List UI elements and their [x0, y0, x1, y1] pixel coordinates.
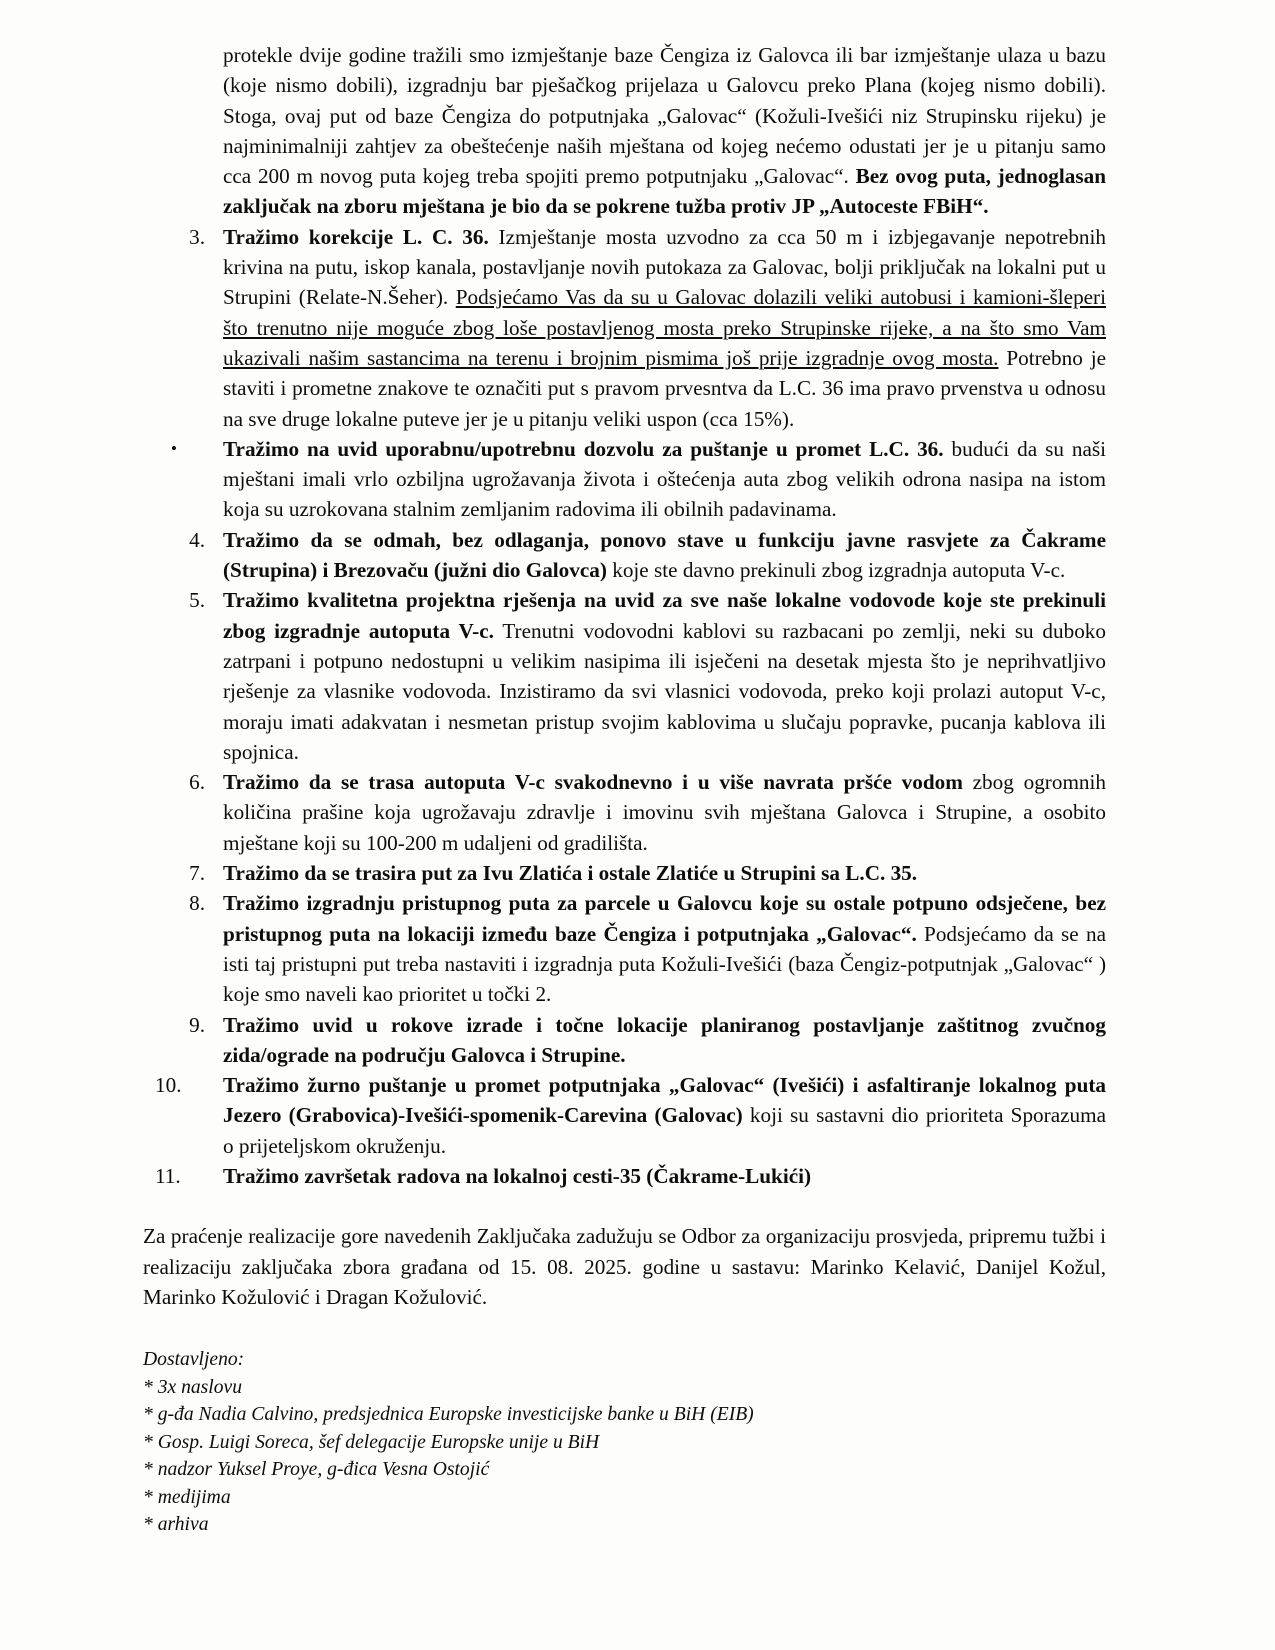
- item-text: [223, 525, 1106, 586]
- lead-paragraph: [223, 40, 1106, 222]
- text-segment: Tražimo da se trasira put za Ivu Zlatića i ostale Zlatiće u Strupini sa L.C. 35.: [223, 861, 918, 886]
- text-segment: koji su sastavni dio prioriteta Sporazuma o prijeteljskom okruženju.: [223, 1103, 1106, 1158]
- list-item-numbered: [143, 525, 1106, 586]
- text-segment: Potrebno je staviti i prometne znakove te označiti put s pravom prvesntva da L.C. 36 ima pravo prvenstva u odnosu na sve druge lokalne puteve jer je u pitanju veliki uspon (cca 15%).: [223, 345, 1107, 431]
- item-text: [223, 585, 1106, 767]
- text-segment: Tražimo na uvid uporabnu/upotrebnu dozvolu za puštanje u promet L.C. 36.: [223, 436, 944, 461]
- list-item-numbered: [143, 585, 1106, 767]
- distribution-entry: * 3x naslovu: [143, 1376, 243, 1398]
- item-text: [223, 1010, 1106, 1071]
- text-segment: Bez ovog puta, jednoglasan zaključak na zboru mještana je bio da se pokrene tužba protiv JP „Autoceste FBiH“.: [223, 164, 1106, 219]
- item-number: 9.: [189, 1012, 205, 1037]
- item-number: 3.: [189, 224, 205, 249]
- list-item-numbered: [143, 1070, 1106, 1161]
- text-segment: Tražimo završetak radova na lokalnoj cesti-35 (Čakrame-Lukići): [223, 1163, 812, 1188]
- text-segment: Podsjećamo da se na isti taj pristupni put treba nastaviti i izgradnja puta Kožuli-Ivešići (baza Čengiz-potputnjak „Galovac“ ) koje smo naveli kao prioritet u točki 2.: [223, 921, 1106, 1007]
- item-text: [223, 1161, 1106, 1191]
- item-text: [223, 888, 1106, 1009]
- bullet-marker: •: [171, 438, 177, 458]
- item-number: 8.: [189, 891, 205, 916]
- item-number: 11.: [155, 1163, 181, 1188]
- text-segment: Podsjećamo Vas da su u Galovac dolazili veliki autobusi i kamioni-šleperi što trenutno nije moguće zbog loše postavljenog mosta preko Strupinske rijeke, a na što smo Vam ukazivali našim sastancima na terenu i brojnim pismima još prije izgradnje ovog mosta.: [223, 285, 1107, 370]
- signature-area: [0, 1466, 1275, 1650]
- text-segment: Tražimo korekcije L. C. 36.: [223, 224, 499, 249]
- distribution-entry: * g-đa Nadia Calvino, predsjednica Europske investicijske banke u BiH (EIB): [143, 1404, 754, 1426]
- text-segment: Tražimo da se trasa autoputa V-c svakodnevno i u više navrata pršće vodom: [223, 770, 963, 795]
- list-item-numbered: [143, 767, 1106, 858]
- text-segment: Tražimo žurno puštanje u promet potputnjaka „Galovac“ (Ivešići) i asfaltiranje lokalnog puta Jezero (Grabovica)-Ivešići-spomenik-Carevina (Galovac): [223, 1073, 1106, 1128]
- text-segment: protekle dvije godine tražili smo izmještanje baze Čengiza iz Galovca ili bar izmještanje ulaza u bazu (koje nismo dobili), izgradnju bar pješačkog prijelaza u Galovcu preko Plana (kojeg nismo dobili). Stoga, ovaj put od baze Čengiza do potputnjaka „Galovac“ (Kožuli-Ivešići niz Strupinsku rijeku) je najminimalniji zahtjev za obeštećenje naših mještana od kojeg nećemo odustati jer je u pitanju samo cca 200 m novog puta kojeg treba spojiti premo potputnjaku „Galovac“.: [223, 43, 1106, 189]
- list-item-numbered: [143, 858, 1106, 888]
- closing-paragraph: Za praćenje realizacije gore navedenih Zaključaka zadužuju se Odbor za organizaciju prosvjeda, pripremu tužbi i realizaciju zaključaka zbora građana od 15. 08. 2025. godine u sastavu: Marinko Kelavić, Danijel Kožul, Marinko Kožulović i Dragan Kožulović.: [143, 1224, 1106, 1309]
- text-segment: Tražimo izgradnju pristupnog puta za parcele u Galovcu koje su ostale potpuno odsječene, bez pristupnog puta na lokaciji između baze Čengiza i potputnjaka „Galovac“.: [223, 891, 1106, 946]
- text-segment: Tražimo da se odmah, bez odlaganja, ponovo stave u funkciju javne rasvjete za Čakrame (Strupina) i Brezovaču (južni dio Galovca): [223, 527, 1106, 583]
- item-text: [223, 434, 1106, 525]
- distribution-entry: * Gosp. Luigi Soreca, šef delegacije Europske unije u BiH: [143, 1431, 600, 1453]
- text-segment: Tražimo kvalitetna projektna rješenja na uvid za sve naše lokalne vodovode koje ste prekinuli zbog izgradnje autoputa V-c.: [223, 588, 1106, 643]
- list-item-numbered: [143, 1010, 1106, 1071]
- item-number: 4.: [189, 527, 205, 552]
- list-item-numbered: [143, 222, 1106, 434]
- list-item-numbered: [143, 888, 1106, 1009]
- requests-list: [143, 222, 1106, 1192]
- item-number: 10.: [155, 1073, 182, 1098]
- distribution-entry: * medijima: [143, 1486, 231, 1508]
- item-number: 5.: [189, 588, 205, 613]
- distribution-entry: * arhiva: [143, 1514, 209, 1536]
- list-item-numbered: [143, 1161, 1106, 1191]
- distribution-heading: Dostavljeno:: [143, 1349, 245, 1371]
- item-text: [223, 858, 1106, 888]
- distribution-entry: * nadzor Yuksel Proye, g-đica Vesna Ostojić: [143, 1459, 490, 1481]
- text-segment: Izmještanje mosta uzvodno za cca 50 m i izbjegavanje nepotrebnih krivina na putu, iskop kanala, postavljanje novih putokaza za Galovac, bolji priključak na lokalni put u Strupini (Relate-N.Šeher).: [223, 224, 1107, 310]
- item-text: [223, 767, 1106, 858]
- item-number: 7.: [189, 861, 205, 886]
- text-segment: Tražimo uvid u rokove izrade i točne lokacije planiranog postavljanje zaštitnog zvučnog zida/ograde na području Galovca i Strupine.: [223, 1012, 1106, 1067]
- text-segment: budući da su naši mještani imali vrlo ozbiljna ugrožavanja života i oštećenja auta zbog velikih odrona nasipa na istom koja su uzrokovana stalnim zemljanim radovima ili obilnih padavinama.: [223, 436, 1106, 522]
- list-item-bullet: [143, 434, 1106, 525]
- text-segment: zbog ogromnih količina prašine koja ugrožavaju zdravlje i imovinu svih mještana Galovca i Strupine, a osobito mještane koji su 100-200 m udaljeni od gradilišta.: [223, 770, 1107, 855]
- document-body: [143, 40, 1106, 1539]
- text-segment: koje ste davno prekinuli zbog izgradnja autoputa V-c.: [606, 558, 1066, 583]
- text-segment: Trenutni vodovodni kablovi su razbacani po zemlji, neki su duboko zatrpani i potpuno nedostupni u velikim nasipima ili isječeni na desetak mjesta što je neprihvatljivo rješenje za vlasnike vodovoda. Inzistiramo da svi vlasnici vodovoda, preko koji prolazi autoput V-c, moraju imati adakvatan i nesmetan pristup svojim kablovima u slučaju popravke, pucanja kablova ili spojnica.: [223, 618, 1106, 764]
- item-number: 6.: [189, 770, 205, 795]
- item-text: [223, 1070, 1106, 1161]
- item-text: [223, 222, 1106, 434]
